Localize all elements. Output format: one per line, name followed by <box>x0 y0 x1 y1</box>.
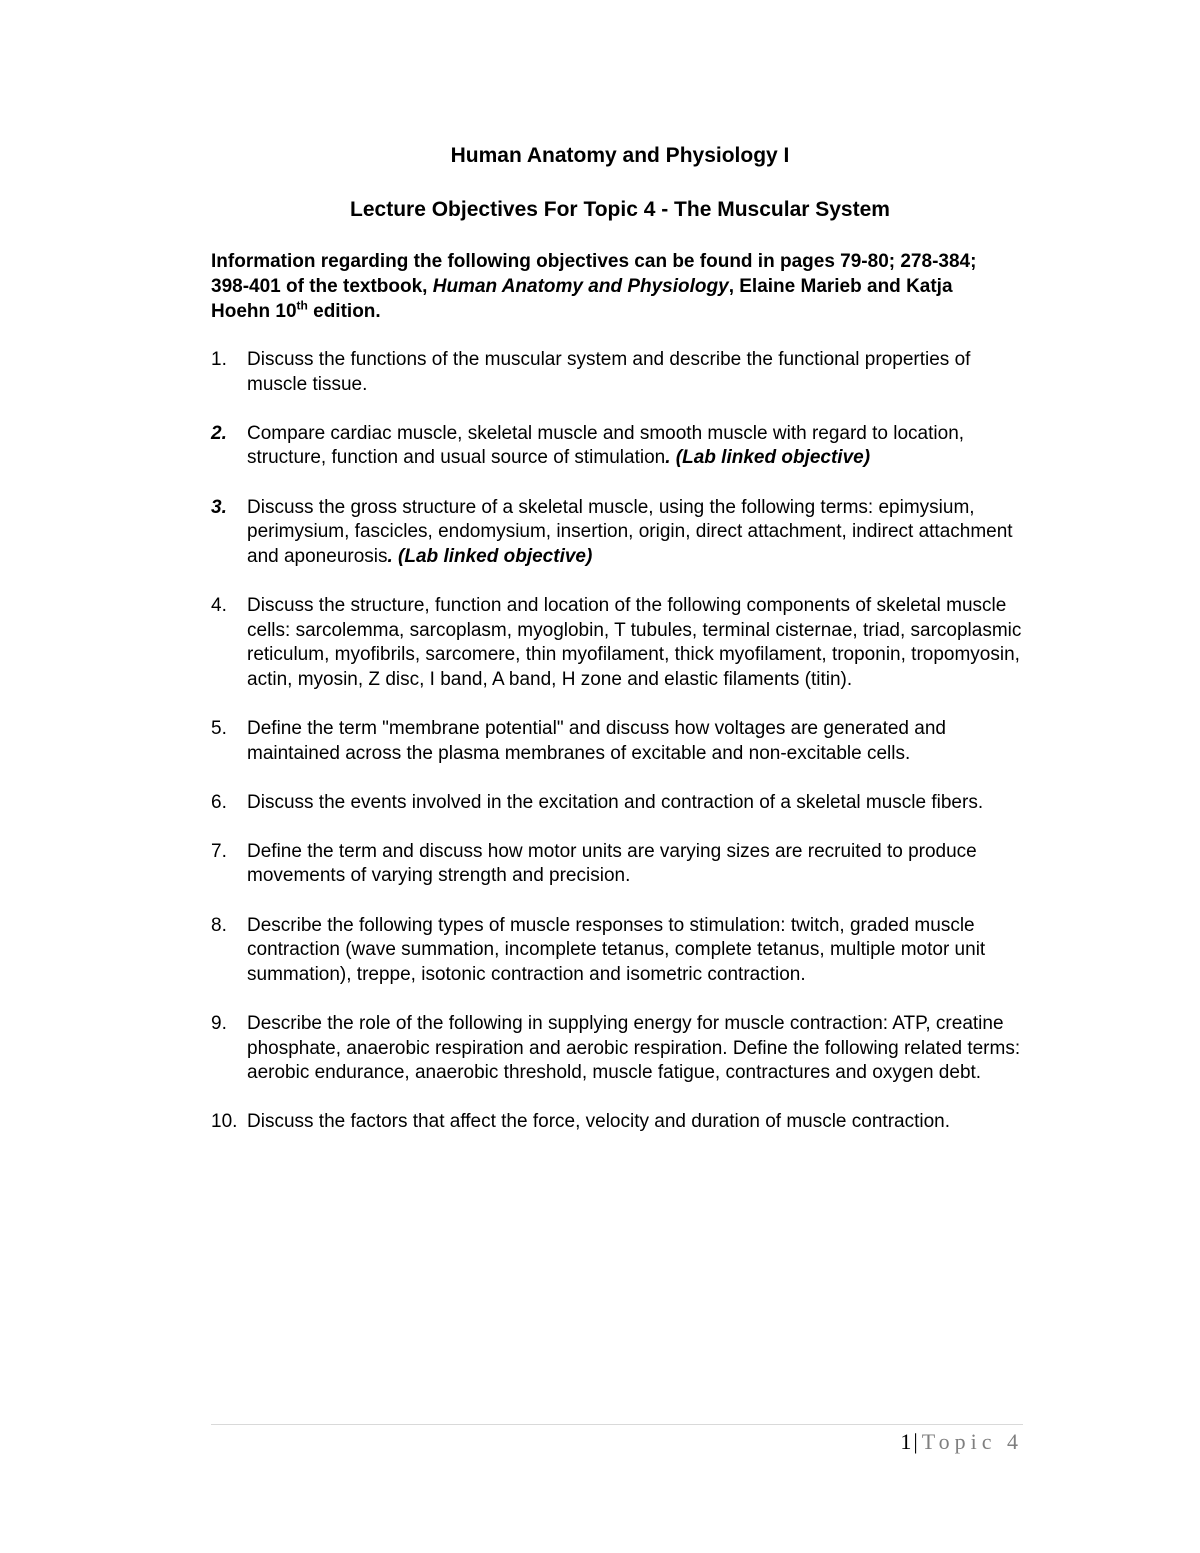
page-number: 1 <box>900 1429 912 1454</box>
objective-number: 2. <box>211 422 227 444</box>
intro-paragraph <box>211 249 1011 324</box>
objective-item-8 <box>211 914 1031 988</box>
objective-item-9 <box>211 1012 1031 1086</box>
objective-item-1 <box>211 348 1031 397</box>
document-title: Human Anatomy and Physiology I <box>450 144 790 167</box>
objective-number: 5. <box>211 717 227 739</box>
objective-item-7 <box>211 840 1031 889</box>
lab-linked-note: . (Lab linked objective) <box>665 447 871 469</box>
objective-number: 4. <box>211 594 227 616</box>
objective-number: 6. <box>211 791 227 813</box>
objective-text: Discuss the gross structure of a skeletal muscle, using the following terms: epimysium, perimysium, fascicles, endomysium, insertion, origin, direct attachment, indirect attachment and aponeurosis <box>247 496 1013 567</box>
objective-text: Discuss the functions of the muscular system and describe the functional properties of muscle tissue. <box>247 349 971 395</box>
objective-text: Define the term "membrane potential" and discuss how voltages are generated and maintained across the plasma membranes of excitable and non-excitable cells. <box>247 717 946 764</box>
objective-text: Discuss the events involved in the excitation and contraction of a skeletal muscle fibers. <box>247 791 984 813</box>
objective-item-4 <box>211 594 1031 692</box>
objectives-list <box>211 348 1031 1160</box>
objective-item-6 <box>211 791 1031 816</box>
objective-item-3 <box>211 496 1031 570</box>
objective-number: 10. <box>211 1111 238 1133</box>
intro-text-part2: , Elaine Marieb and Katja Hoehn 10 <box>211 276 953 322</box>
footer-topic-label: Topic 4 <box>921 1429 1023 1454</box>
intro-text-part1: Information regarding the following objectives can be found in pages 79-80; 278-384; 398-401 of the textbook, <box>211 251 977 297</box>
objective-text: Describe the role of the following in supplying energy for muscle contraction: ATP, creatine phosphate, anaerobic respiration and aerobic respiration. Define the following related terms: aerobic endurance, anaerobic threshold, muscle fatigue, contractures and oxygen debt. <box>247 1013 1021 1084</box>
intro-text-part3: edition. <box>307 301 381 322</box>
objective-text: Compare cardiac muscle, skeletal muscle and smooth muscle with regard to location, structure, function and usual source of stimulation <box>247 422 965 469</box>
objective-number: 3. <box>211 496 227 518</box>
lab-linked-note: . (Lab linked objective) <box>387 545 593 567</box>
objective-number: 8. <box>211 914 227 936</box>
footer-separator: | <box>913 1429 918 1454</box>
objective-number: 9. <box>211 1013 227 1035</box>
page-footer <box>900 1429 1023 1455</box>
objective-item-2 <box>211 422 1031 471</box>
objective-text: Describe the following types of muscle responses to stimulation: twitch, graded muscle contraction (wave summation, incomplete tetanus, complete tetanus, multiple motor unit summation), treppe, isotonic contraction and isometric contraction. <box>247 914 986 985</box>
objective-text: Discuss the factors that affect the force, velocity and duration of muscle contraction. <box>247 1111 950 1133</box>
objective-item-5 <box>211 717 1031 766</box>
edition-superscript: th <box>296 298 308 313</box>
objective-item-10 <box>211 1110 1031 1135</box>
footer-divider <box>211 1424 1023 1425</box>
document-subtitle: Lecture Objectives For Topic 4 - The Muscular System <box>350 198 890 221</box>
textbook-title: Human Anatomy and Physiology <box>432 276 729 297</box>
objective-text: Discuss the structure, function and location of the following components of skeletal muscle cells: sarcolemma, sarcoplasm, myoglobin, T tubules, terminal cisternae, triad, sarcoplasmic reticulum, myofibrils, sarcomere, thin myofilament, thick myofilament, troponin, tropomyosin, actin, myosin, Z disc, I band, A band, H zone and elastic filaments (titin). <box>247 594 1022 690</box>
objective-number: 1. <box>211 349 227 370</box>
objective-text: Define the term and discuss how motor units are varying sizes are recruited to produce movements of varying strength and precision. <box>247 840 977 887</box>
objective-number: 7. <box>211 840 227 862</box>
